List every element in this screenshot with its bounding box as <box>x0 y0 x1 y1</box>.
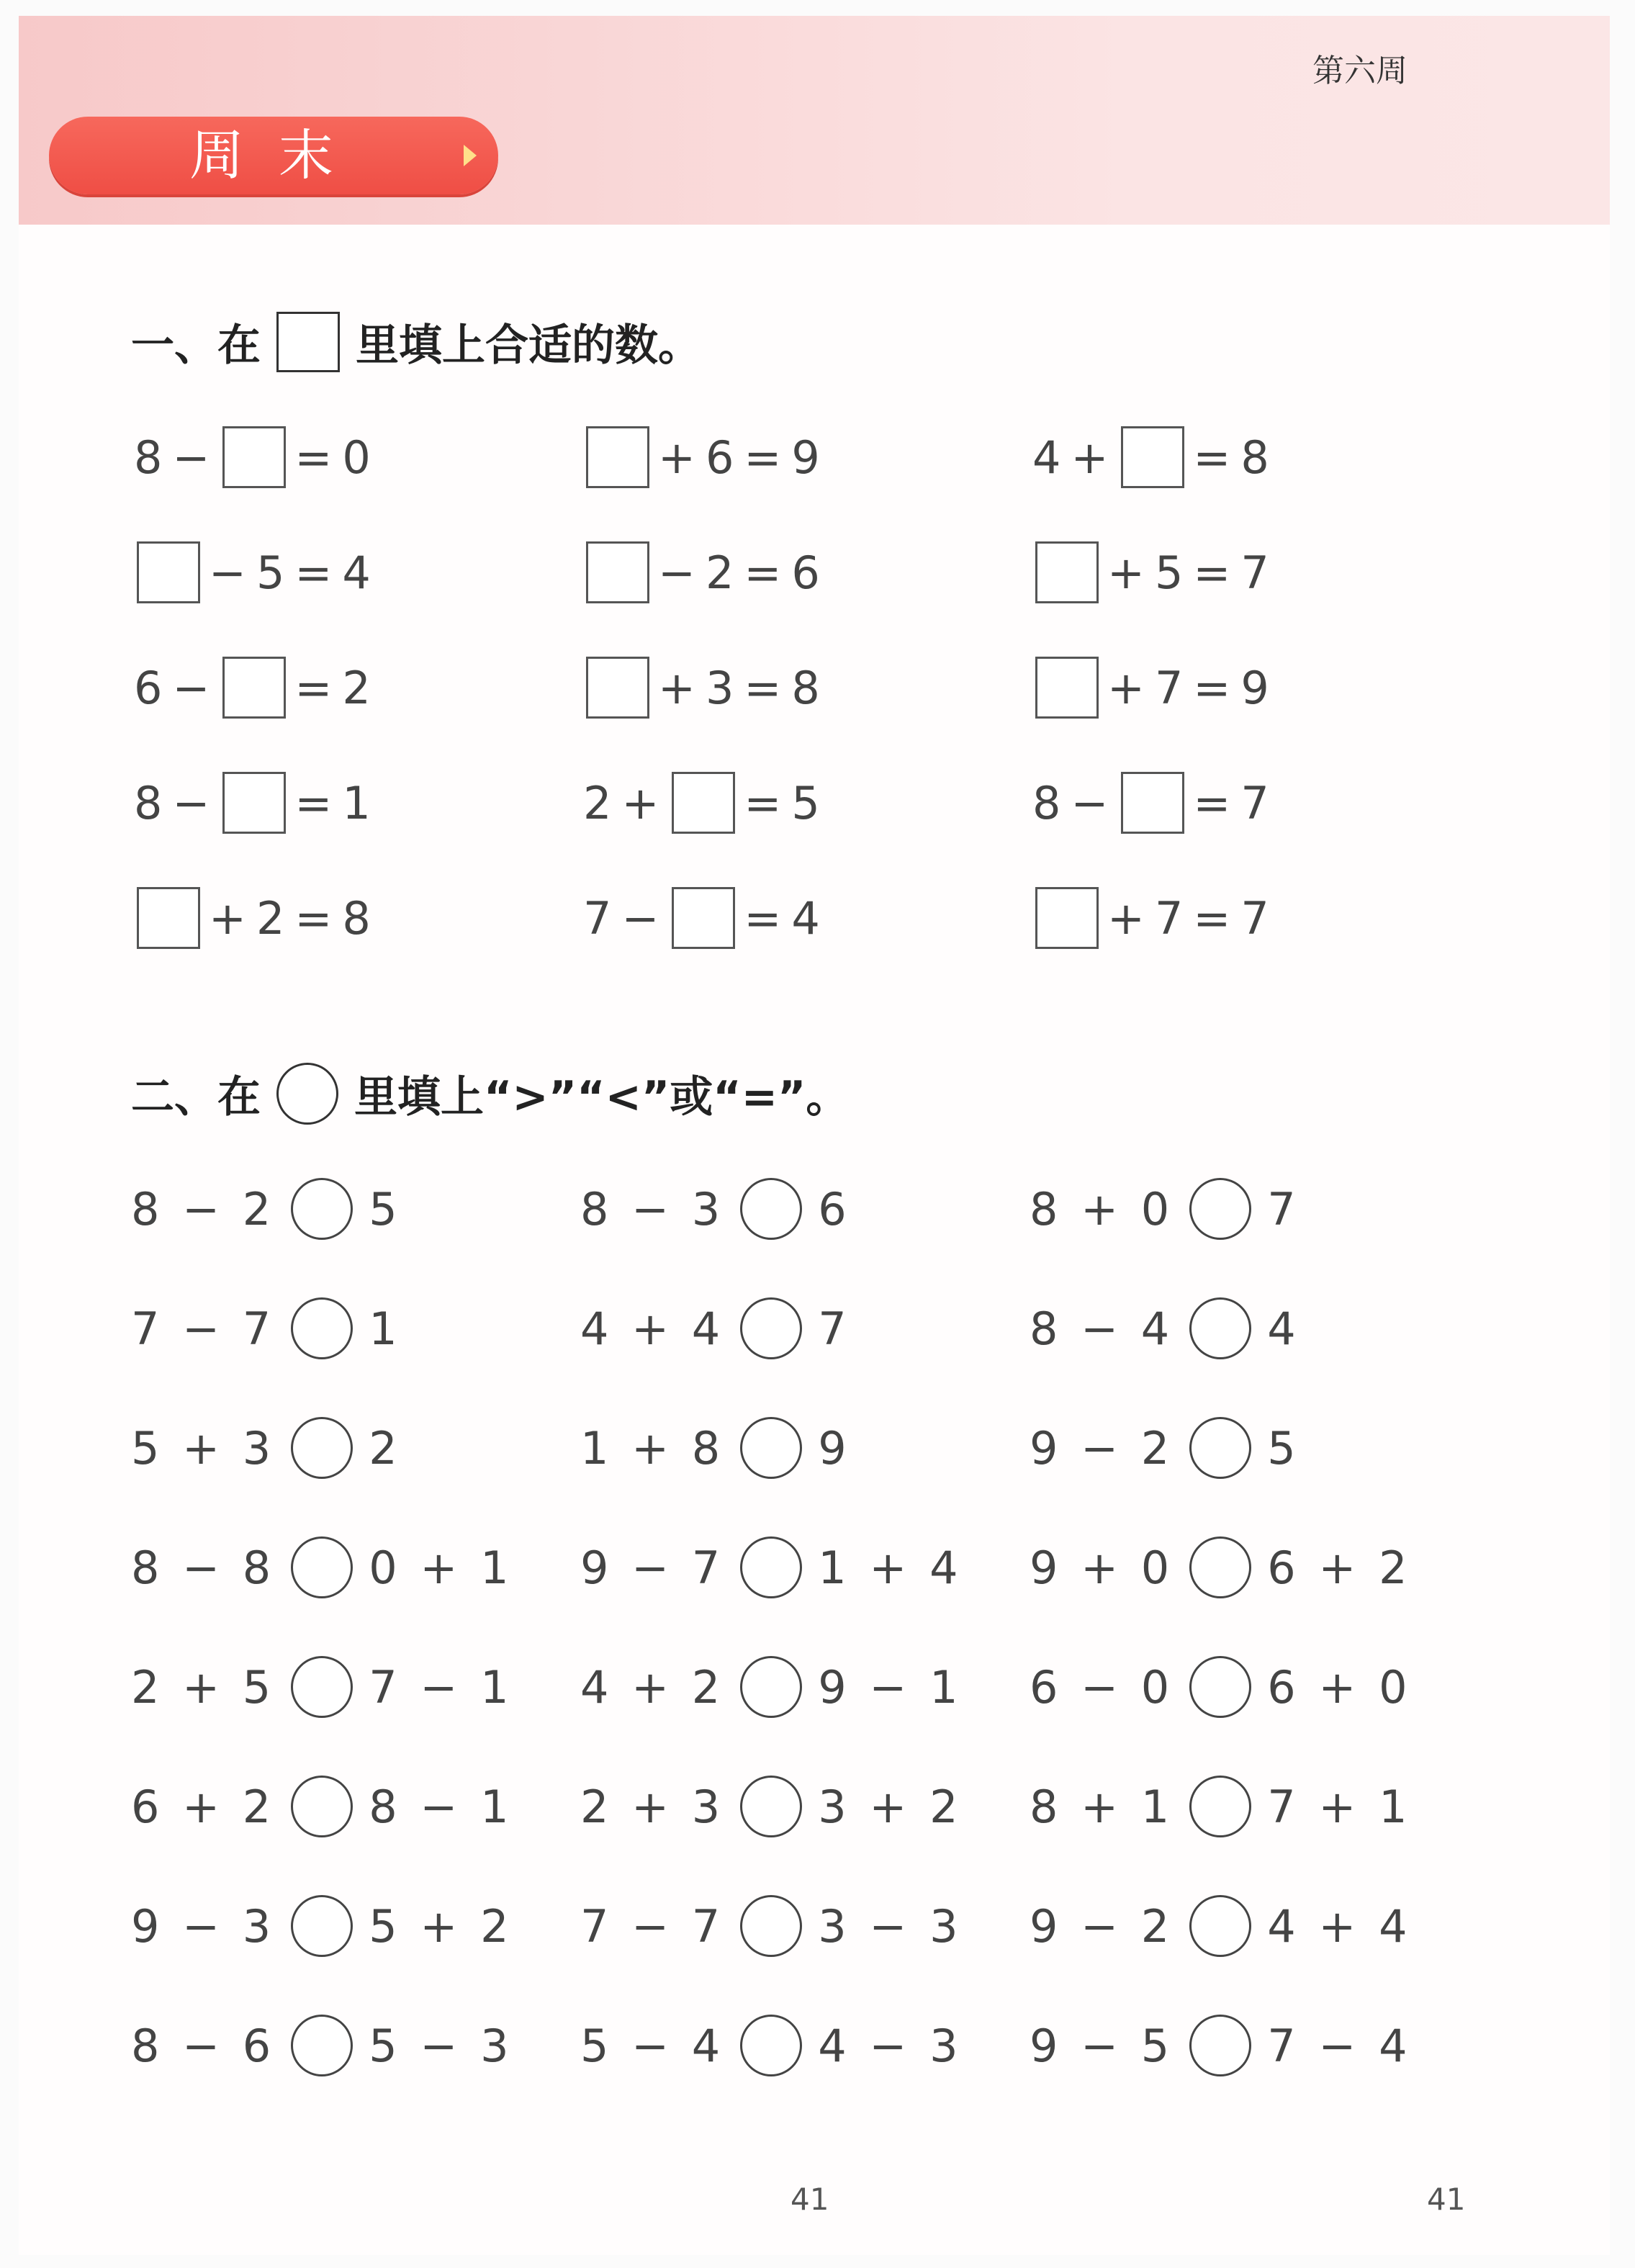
comparison-row <box>580 1296 851 1361</box>
equation-row <box>580 540 827 605</box>
left-expression: 2 + 5 <box>131 1660 276 1714</box>
equals-sign: = <box>294 431 337 484</box>
operator: + <box>658 661 700 714</box>
number: 7 <box>1240 776 1274 829</box>
answer-box[interactable] <box>1035 657 1099 719</box>
comparison-row <box>131 2013 513 2078</box>
equation-row <box>1030 655 1276 720</box>
section2-suffix: 里填上“>”“<”或“=”。 <box>354 1072 850 1122</box>
compare-circle[interactable] <box>740 1536 802 1598</box>
number: 5 <box>791 776 824 829</box>
comparison-row <box>1030 1296 1300 1361</box>
left-expression: 9 − 3 <box>131 1899 276 1953</box>
right-expression: 3 + 2 <box>818 1780 963 1833</box>
left-expression: 5 + 3 <box>131 1421 276 1475</box>
equals-sign: = <box>744 661 786 714</box>
number: 8 <box>134 776 167 829</box>
compare-circle[interactable] <box>1189 1417 1251 1479</box>
number: 4 <box>1032 431 1066 484</box>
equals-sign: = <box>744 546 786 599</box>
equals-sign: = <box>294 891 337 945</box>
comparison-row <box>580 1655 963 1719</box>
section1-suffix: 里填上合适的数。 <box>356 320 701 371</box>
comparison-row <box>1030 1535 1412 1600</box>
operator: + <box>621 776 664 829</box>
operator: + <box>1107 546 1149 599</box>
operator: − <box>658 546 700 599</box>
operator: + <box>1107 891 1149 945</box>
left-expression: 7 − 7 <box>580 1899 725 1953</box>
comparison-row <box>131 1416 402 1480</box>
comparison-row <box>131 1176 402 1241</box>
number: 2 <box>705 546 739 599</box>
operator: − <box>209 546 251 599</box>
compare-circle[interactable] <box>291 1656 353 1718</box>
left-expression: 4 + 4 <box>580 1302 725 1355</box>
compare-circle[interactable] <box>291 1417 353 1479</box>
equals-sign: = <box>294 546 337 599</box>
operator: − <box>172 776 215 829</box>
compare-circle[interactable] <box>740 1297 802 1359</box>
equals-sign: = <box>1193 546 1235 599</box>
answer-box[interactable] <box>586 541 649 603</box>
left-expression: 9 − 2 <box>1030 1421 1174 1475</box>
equation-row <box>1030 425 1276 490</box>
right-expression: 5 + 2 <box>369 1899 513 1953</box>
compare-circle[interactable] <box>1189 1776 1251 1837</box>
right-expression: 6 <box>818 1182 851 1236</box>
right-expression: 1 <box>369 1302 402 1355</box>
number: 7 <box>1154 661 1188 714</box>
right-expression: 6 + 2 <box>1267 1541 1412 1594</box>
section2-prefix: 二、在 <box>131 1072 261 1122</box>
number: 7 <box>1240 891 1274 945</box>
operator: − <box>1071 776 1113 829</box>
equals-sign: = <box>1193 891 1235 945</box>
compare-circle[interactable] <box>291 1776 353 1837</box>
compare-circle[interactable] <box>1189 1178 1251 1240</box>
number: 9 <box>791 431 824 484</box>
right-expression: 1 + 4 <box>818 1541 963 1594</box>
equals-sign: = <box>294 776 337 829</box>
comparison-row <box>580 1894 963 1958</box>
number: 6 <box>705 431 739 484</box>
right-expression: 3 − 3 <box>818 1899 963 1953</box>
answer-box[interactable] <box>137 541 200 603</box>
compare-circle[interactable] <box>740 2015 802 2076</box>
equals-sign: = <box>1193 431 1235 484</box>
number: 4 <box>342 546 375 599</box>
circle-icon <box>276 1063 338 1125</box>
comparison-row <box>1030 1176 1300 1241</box>
right-expression: 4 + 4 <box>1267 1899 1412 1953</box>
equation-row <box>131 540 378 605</box>
number: 2 <box>583 776 616 829</box>
number: 1 <box>342 776 375 829</box>
number: 8 <box>342 891 375 945</box>
triangle-arrow-icon <box>464 145 477 166</box>
right-expression: 0 + 1 <box>369 1541 513 1594</box>
answer-box[interactable] <box>1121 772 1184 834</box>
compare-circle[interactable] <box>291 1297 353 1359</box>
answer-box[interactable] <box>222 426 286 488</box>
answer-box[interactable] <box>672 772 735 834</box>
operator: + <box>1107 661 1149 714</box>
equals-sign: = <box>744 431 786 484</box>
equation-row <box>580 655 827 720</box>
left-expression: 4 + 2 <box>580 1660 725 1714</box>
equals-sign: = <box>744 776 786 829</box>
right-expression: 9 − 1 <box>818 1660 963 1714</box>
compare-circle[interactable] <box>1189 2015 1251 2076</box>
compare-circle[interactable] <box>740 1776 802 1837</box>
number: 5 <box>1154 546 1188 599</box>
left-expression: 1 + 8 <box>580 1421 725 1475</box>
comparison-row <box>131 1655 513 1719</box>
comparison-row <box>1030 1416 1300 1480</box>
left-expression: 6 + 2 <box>131 1780 276 1833</box>
comparison-row <box>580 2013 963 2078</box>
comparison-row <box>131 1894 513 1958</box>
operator: + <box>1071 431 1113 484</box>
number: 7 <box>583 891 616 945</box>
compare-circle[interactable] <box>740 1895 802 1957</box>
answer-box[interactable] <box>1121 426 1184 488</box>
right-expression: 7 − 1 <box>369 1660 513 1714</box>
answer-box[interactable] <box>1035 887 1099 949</box>
left-expression: 8 − 2 <box>131 1182 276 1236</box>
compare-circle[interactable] <box>291 1536 353 1598</box>
equation-row <box>580 425 827 490</box>
weekend-label: 周末 <box>189 123 368 187</box>
equation-row <box>580 886 827 950</box>
number: 7 <box>1154 891 1188 945</box>
equation-row <box>1030 886 1276 950</box>
comparison-row <box>131 1774 513 1839</box>
compare-circle[interactable] <box>740 1417 802 1479</box>
right-expression: 5 <box>1267 1421 1300 1475</box>
compare-circle[interactable] <box>1189 1297 1251 1359</box>
comparison-row <box>1030 1894 1412 1958</box>
right-expression: 7 <box>818 1302 851 1355</box>
equals-sign: = <box>294 661 337 714</box>
operator: + <box>209 891 251 945</box>
equation-row <box>580 770 827 835</box>
weekend-tab <box>49 117 498 194</box>
answer-box[interactable] <box>672 887 735 949</box>
number: 3 <box>705 661 739 714</box>
number: 2 <box>342 661 375 714</box>
compare-circle[interactable] <box>740 1178 802 1240</box>
left-expression: 8 − 8 <box>131 1541 276 1594</box>
compare-circle[interactable] <box>740 1656 802 1718</box>
section1-title <box>131 311 701 373</box>
right-expression: 4 − 3 <box>818 2019 963 2072</box>
left-expression: 8 − 6 <box>131 2019 276 2072</box>
number: 5 <box>256 546 289 599</box>
right-expression: 7 − 4 <box>1267 2019 1412 2072</box>
right-expression: 6 + 0 <box>1267 1660 1412 1714</box>
comparison-row <box>131 1296 402 1361</box>
right-expression: 7 <box>1267 1182 1300 1236</box>
comparison-row <box>580 1535 963 1600</box>
right-expression: 9 <box>818 1421 851 1475</box>
number: 9 <box>1240 661 1274 714</box>
section1-prefix: 一、在 <box>131 320 261 371</box>
equals-sign: = <box>744 891 786 945</box>
comparison-row <box>580 1416 851 1480</box>
number: 8 <box>1240 431 1274 484</box>
answer-box[interactable] <box>137 887 200 949</box>
number: 6 <box>134 661 167 714</box>
week-label: 第六周 <box>1312 53 1407 89</box>
number: 4 <box>791 891 824 945</box>
compare-circle[interactable] <box>291 1178 353 1240</box>
left-expression: 7 − 7 <box>131 1302 276 1355</box>
comparison-row <box>580 1774 963 1839</box>
section2-title <box>131 1063 849 1125</box>
equation-row <box>131 886 378 950</box>
comparison-row <box>1030 1774 1412 1839</box>
right-expression: 2 <box>369 1421 402 1475</box>
number: 8 <box>134 431 167 484</box>
compare-circle[interactable] <box>1189 1895 1251 1957</box>
left-expression: 8 − 3 <box>580 1182 725 1236</box>
answer-box[interactable] <box>222 657 286 719</box>
square-box-icon <box>276 312 340 372</box>
left-expression: 9 − 7 <box>580 1541 725 1594</box>
left-expression: 6 − 0 <box>1030 1660 1174 1714</box>
equation-row <box>1030 540 1276 605</box>
page-number-center: 41 <box>791 2182 829 2217</box>
left-expression: 9 − 2 <box>1030 1899 1174 1953</box>
right-expression: 5 − 3 <box>369 2019 513 2072</box>
number: 7 <box>1240 546 1274 599</box>
answer-box[interactable] <box>222 772 286 834</box>
left-expression: 8 + 0 <box>1030 1182 1174 1236</box>
left-expression: 9 + 0 <box>1030 1541 1174 1594</box>
right-expression: 5 <box>369 1182 402 1236</box>
equation-row <box>131 770 378 835</box>
operator: − <box>621 891 664 945</box>
right-expression: 8 − 1 <box>369 1780 513 1833</box>
right-expression: 4 <box>1267 1302 1300 1355</box>
equation-row <box>1030 770 1276 835</box>
answer-box[interactable] <box>586 426 649 488</box>
number: 0 <box>342 431 375 484</box>
number: 2 <box>256 891 289 945</box>
right-expression: 7 + 1 <box>1267 1780 1412 1833</box>
answer-box[interactable] <box>1035 541 1099 603</box>
comparison-row <box>1030 1655 1412 1719</box>
number: 8 <box>791 661 824 714</box>
equation-row <box>131 655 378 720</box>
left-expression: 8 + 1 <box>1030 1780 1174 1833</box>
comparison-row <box>1030 2013 1412 2078</box>
equals-sign: = <box>1193 661 1235 714</box>
left-expression: 5 − 4 <box>580 2019 725 2072</box>
page-number-right: 41 <box>1427 2182 1466 2217</box>
comparison-row <box>580 1176 851 1241</box>
answer-box[interactable] <box>586 657 649 719</box>
left-expression: 8 − 4 <box>1030 1302 1174 1355</box>
operator: − <box>172 661 215 714</box>
left-expression: 2 + 3 <box>580 1780 725 1833</box>
equals-sign: = <box>1193 776 1235 829</box>
number: 8 <box>1032 776 1066 829</box>
compare-circle[interactable] <box>1189 1656 1251 1718</box>
compare-circle[interactable] <box>1189 1536 1251 1598</box>
compare-circle[interactable] <box>291 1895 353 1957</box>
comparison-row <box>131 1535 513 1600</box>
number: 6 <box>791 546 824 599</box>
equation-row <box>131 425 378 490</box>
operator: − <box>172 431 215 484</box>
left-expression: 9 − 5 <box>1030 2019 1174 2072</box>
operator: + <box>658 431 700 484</box>
compare-circle[interactable] <box>291 2015 353 2076</box>
